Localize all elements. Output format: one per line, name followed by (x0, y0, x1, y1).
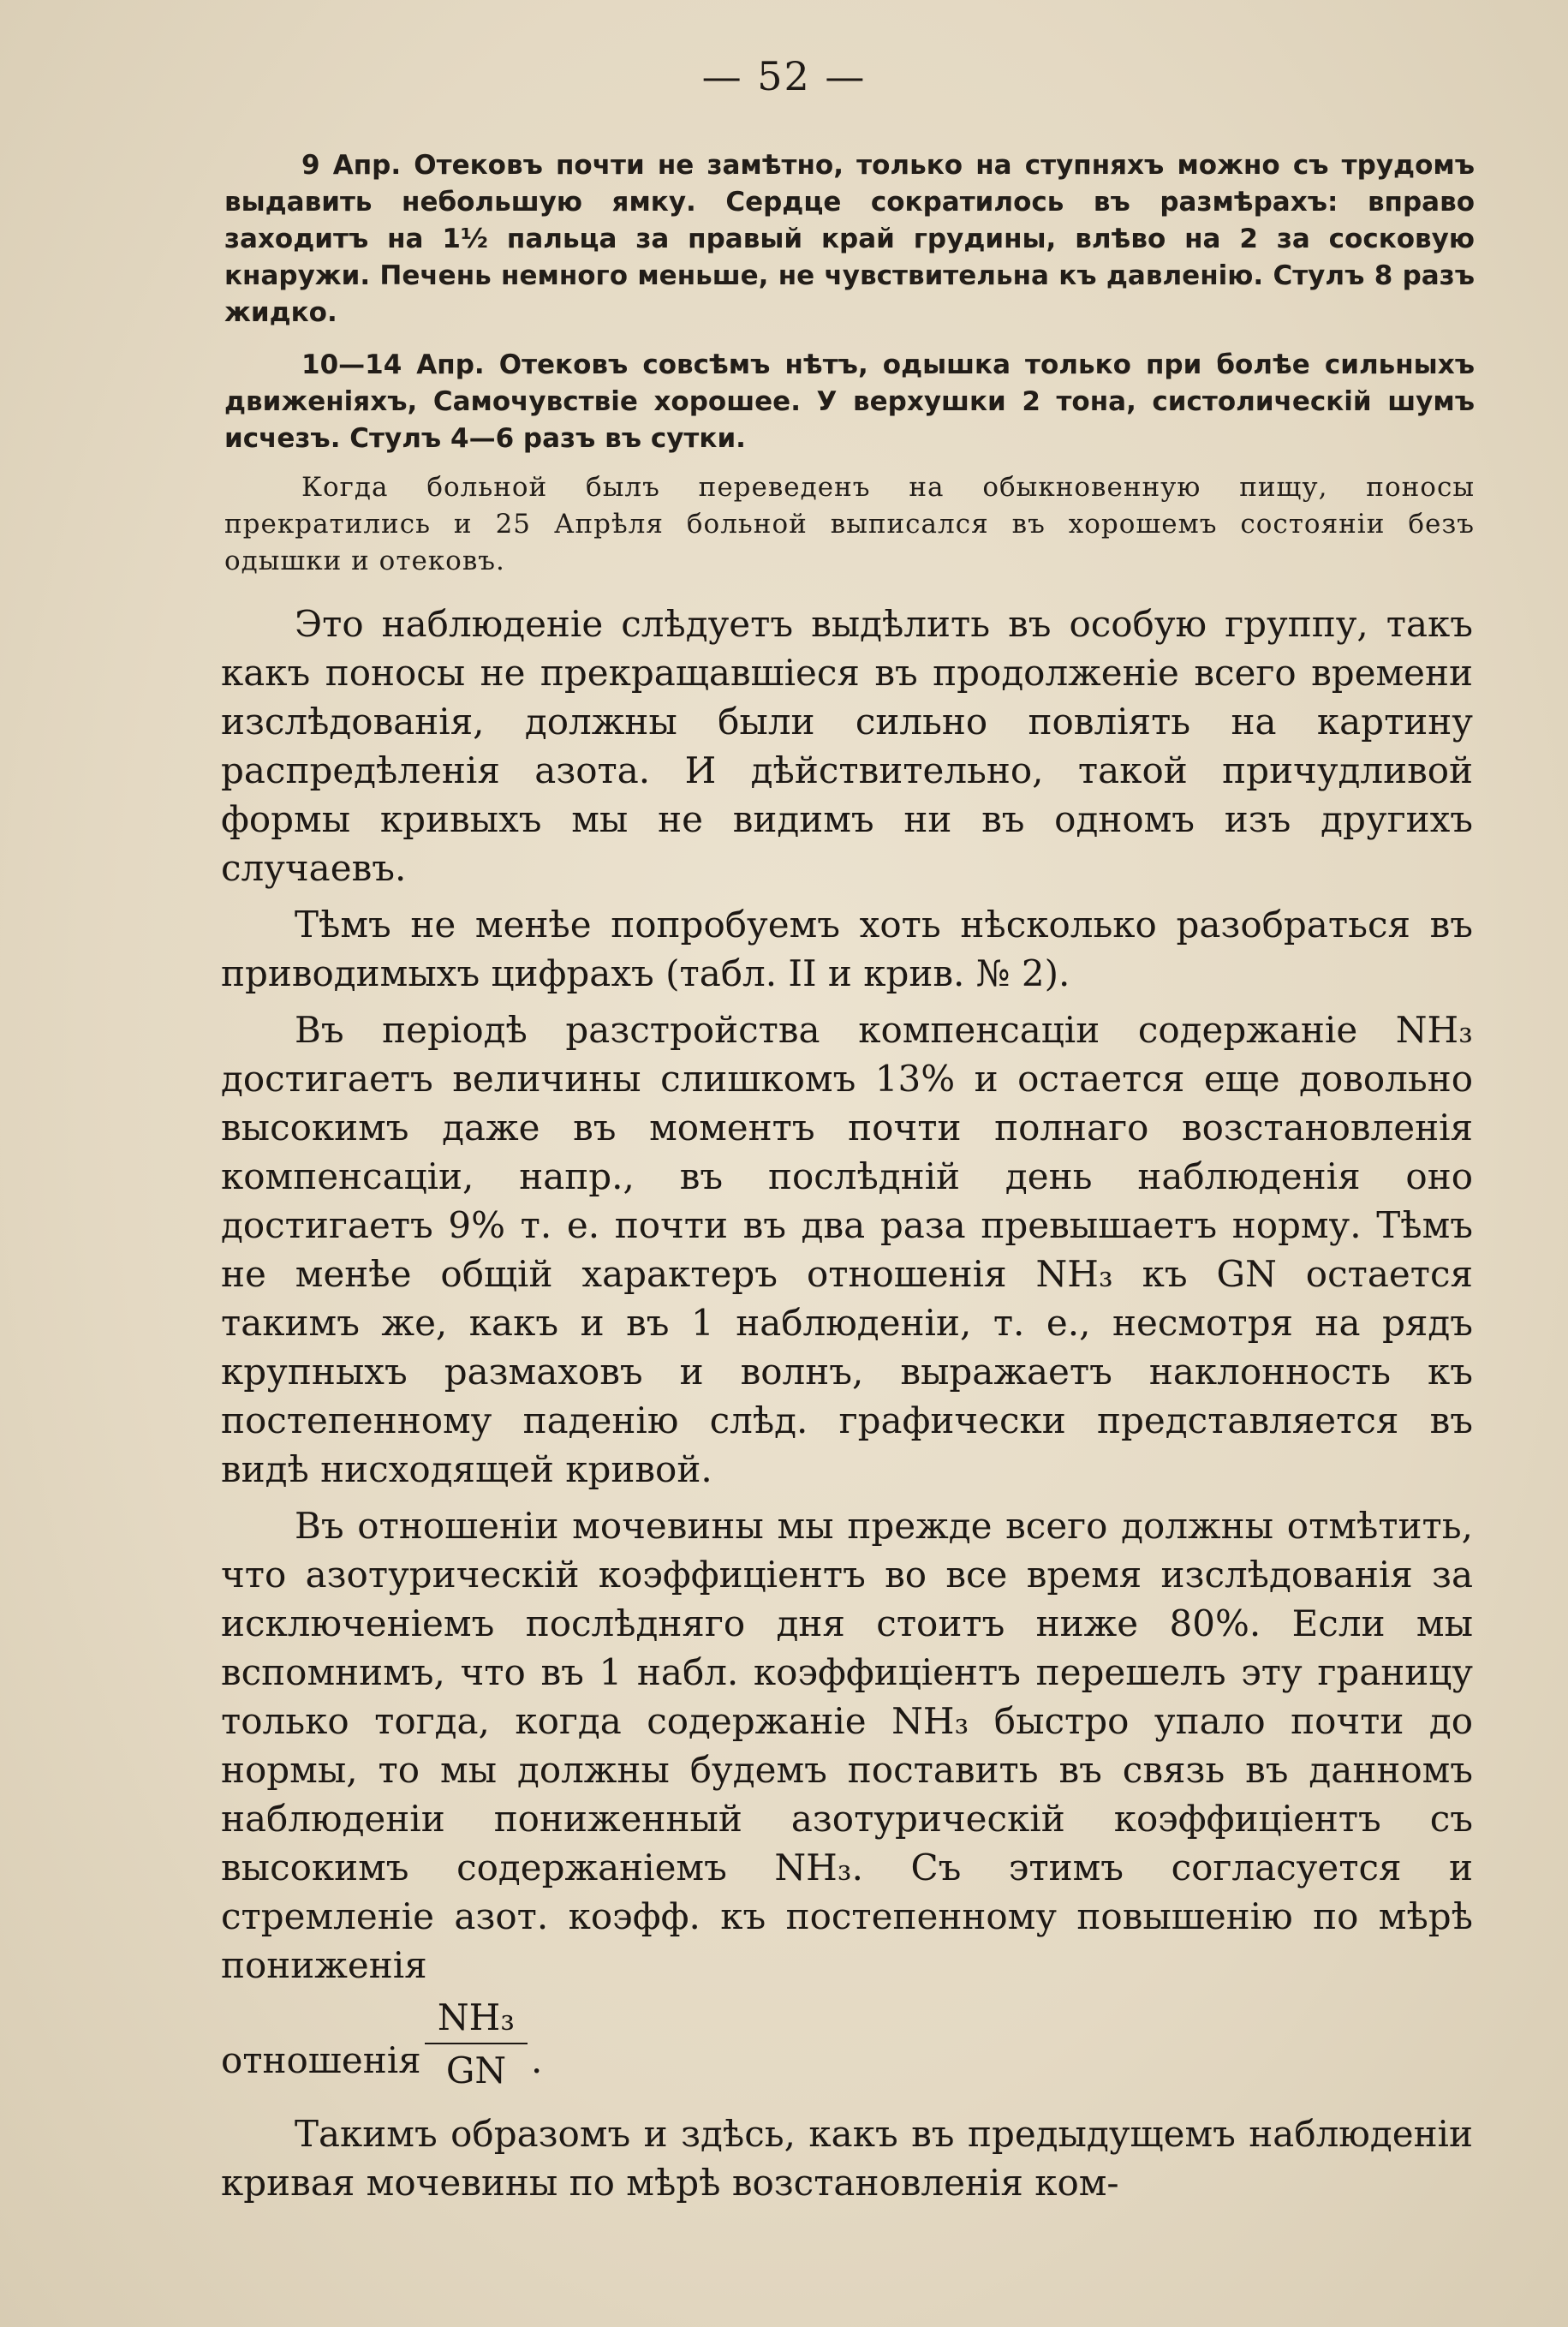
diary-entry-text: 9 Апр. Отековъ почти не замѣтно, только на ступняхъ можно съ трудомъ выдавить небольшую ямку. Сердце сократилось въ размѣрахъ: вправо заходитъ на 1½ пальца за правый край грудины, влѣво на 2 за сосковую кнаружи. Печень немного меньше, не чувствительна къ давленію. Стулъ 8 разъ жидко. (224, 150, 1475, 328)
paragraph: Въ отношеніи мочевины мы прежде всего должны отмѣтить, что азотурическій коэффиціентъ во все время изслѣдованія за исключеніемъ послѣдняго дня стоитъ ниже 80%. Если мы вспомнимъ, что въ 1 набл. коэффиціентъ перешелъ эту границу только тогда, когда содержаніе NH₃ быстро упало почти до нормы, то мы должны будемъ поставить въ связь въ данномъ наблюденіи пониженный азотурическій коэффиціентъ съ высокимъ содержаніемъ NH₃. Съ этимъ согласуется и стремленіе азот. коэфф. къ постепенному повышенію по мѣрѣ пониженія (221, 1505, 1473, 1986)
paragraph: Такимъ образомъ и здѣсь, какъ въ предыдущемъ наблюденіи кривая мочевины по мѣрѣ возстановленія ком- (221, 2113, 1473, 2204)
diary-entry-text: 10—14 Апр. Отековъ совсѣмъ нѣтъ, одышка только при болѣе сильныхъ движеніяхъ, Самочувствіе хорошее. У верхушки 2 тона, систолическій шумъ исчезъ. Стулъ 4—6 разъ въ сутки. (224, 349, 1475, 454)
fraction-denominator: GN (445, 2050, 507, 2091)
formula-label: отношенія (221, 2039, 421, 2081)
ratio-formula (221, 1995, 1473, 2097)
diary-entry-text: Когда больной былъ переведенъ на обыкновенную пищу, поносы прекратились и 25 Апрѣля больной выписался въ хорошемъ состояніи безъ одышки и отековъ. (224, 472, 1475, 576)
fraction-bar (425, 2043, 528, 2044)
paragraph: Въ періодѣ разстройства компенсаціи содержаніе NH₃ достигаетъ величины слишкомъ 13% и остается еще довольно высокимъ даже въ моментъ почти полнаго возстановленія компенсаціи, напр., въ послѣдній день наблюденія оно достигаетъ 9% т. е. почти въ два раза превышаетъ норму. Тѣмъ не менѣе общій характеръ отношенія NH₃ къ GN остается такимъ же, какъ и въ 1 наблюденіи, т. е., несмотря на рядъ крупныхъ размаховъ и волнъ, выражаетъ наклонность къ постепенному паденію слѣд. графически представляется въ видѣ нисходящей кривой. (221, 1009, 1473, 1490)
page-number: — 52 — (701, 53, 867, 99)
main-text (221, 600, 1473, 2215)
diary-entry-discharge (224, 469, 1475, 580)
fraction-numerator: NH₃ (437, 1996, 516, 2038)
diary-entry-april-10-14 (224, 347, 1475, 457)
paragraph: Это наблюденіе слѣдуетъ выдѣлить въ особую группу, такъ какъ поносы не прекращавшіеся въ продолженіе всего времени изслѣдованія, должны были сильно повлiять на картину распредѣленія азота. И дѣйствительно, такой причудливой формы кривыхъ мы не видимъ ни въ одномъ изъ другихъ случаевъ. (221, 603, 1473, 889)
fraction (425, 1995, 528, 2094)
paragraph: Тѣмъ не менѣе попробуемъ хоть нѣсколько разобраться въ приводимыхъ цифрахъ (табл. II и крив. № 2). (221, 904, 1473, 994)
diary-entry-april-9 (224, 147, 1475, 331)
formula-period: . (531, 2039, 543, 2081)
